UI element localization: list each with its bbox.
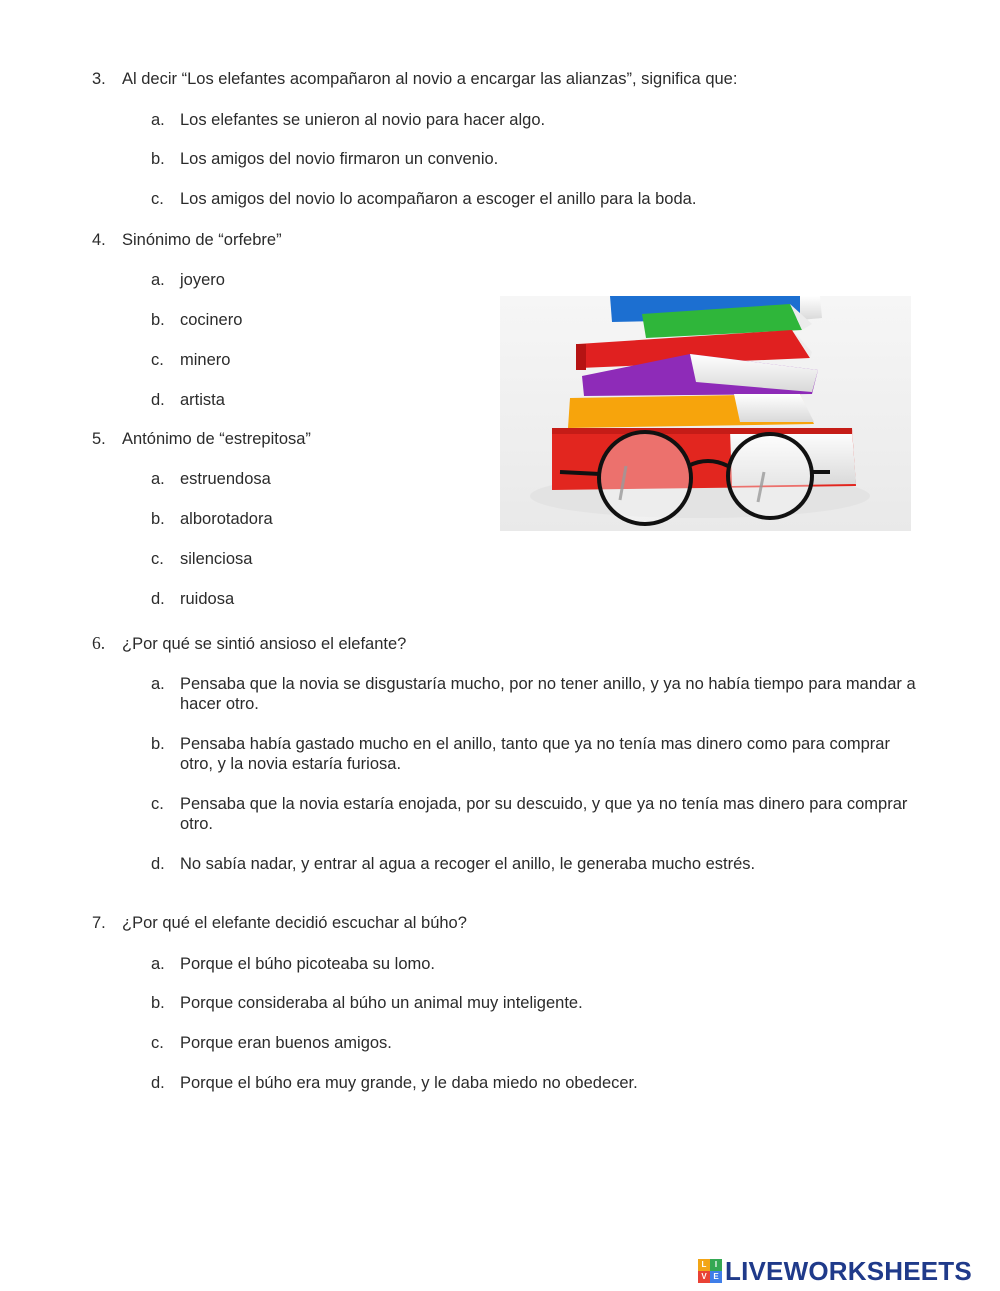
option-letter: d. bbox=[151, 855, 165, 873]
option-text: Los elefantes se unieron al novio para hacer algo. bbox=[180, 111, 546, 129]
option-text: minero bbox=[180, 351, 231, 369]
option-letter: d. bbox=[151, 590, 165, 608]
question-number: 4. bbox=[92, 231, 106, 249]
question-text: Al decir “Los elefantes acompañaron al novio a encargar las alianzas”, significa que: bbox=[122, 70, 738, 88]
option-letter: a. bbox=[151, 675, 165, 693]
option-text: alborotadora bbox=[180, 510, 273, 528]
option-letter: c. bbox=[151, 1034, 164, 1052]
question-4 bbox=[92, 230, 282, 250]
option-4d[interactable] bbox=[151, 390, 471, 410]
option-3b[interactable] bbox=[151, 149, 921, 169]
option-text: ruidosa bbox=[180, 590, 235, 608]
liveworksheets-logo-icon bbox=[698, 1259, 722, 1283]
option-text: No sabía nadar, y entrar al agua a recoger el anillo, le generaba mucho estrés. bbox=[180, 855, 756, 873]
option-letter: b. bbox=[151, 311, 165, 329]
question-text: Sinónimo de “orfebre” bbox=[122, 231, 282, 249]
option-letter: c. bbox=[151, 190, 164, 208]
option-5b[interactable] bbox=[151, 509, 471, 529]
option-letter: b. bbox=[151, 994, 165, 1012]
option-5a[interactable] bbox=[151, 469, 471, 489]
question-text: Antónimo de “estrepitosa” bbox=[122, 430, 311, 448]
option-7b[interactable] bbox=[151, 993, 921, 1013]
option-letter: c. bbox=[151, 351, 164, 369]
option-3a[interactable] bbox=[151, 110, 921, 130]
question-text: ¿Por qué se sintió ansioso el elefante? bbox=[122, 635, 407, 653]
logo-letter-l: L bbox=[698, 1259, 710, 1271]
option-text: Pensaba que la novia estaría enojada, por su descuido, y que ya no tenía mas dinero para comprar otro. bbox=[180, 795, 908, 833]
option-text: Porque el búho picoteaba su lomo. bbox=[180, 955, 436, 973]
logo-letter-v: V bbox=[698, 1271, 710, 1283]
option-letter: a. bbox=[151, 955, 165, 973]
question-5 bbox=[92, 429, 311, 449]
brand-name: LIVEWORKSHEETS bbox=[725, 1255, 972, 1286]
option-letter: c. bbox=[151, 795, 164, 813]
question-number: 6. bbox=[92, 633, 106, 653]
option-6c[interactable] bbox=[151, 794, 921, 834]
option-text: cocinero bbox=[180, 311, 243, 329]
option-5c[interactable] bbox=[151, 549, 471, 569]
option-text: estruendosa bbox=[180, 470, 271, 488]
option-text: Porque el búho era muy grande, y le daba miedo no obedecer. bbox=[180, 1074, 638, 1092]
option-letter: c. bbox=[151, 550, 164, 568]
question-6 bbox=[92, 633, 406, 654]
option-7a[interactable] bbox=[151, 954, 921, 974]
option-letter: d. bbox=[151, 1074, 165, 1092]
liveworksheets-brand[interactable] bbox=[698, 1256, 972, 1286]
option-4c[interactable] bbox=[151, 350, 471, 370]
option-letter: b. bbox=[151, 510, 165, 528]
option-text: artista bbox=[180, 391, 225, 409]
question-3 bbox=[92, 69, 737, 89]
option-text: silenciosa bbox=[180, 550, 253, 568]
logo-letter-e: E bbox=[710, 1271, 722, 1283]
books-icon bbox=[500, 296, 911, 531]
option-7d[interactable] bbox=[151, 1073, 921, 1093]
option-6d[interactable] bbox=[151, 854, 921, 874]
option-3c[interactable] bbox=[151, 189, 921, 209]
option-letter: a. bbox=[151, 271, 165, 289]
question-7 bbox=[92, 913, 467, 933]
option-text: Porque eran buenos amigos. bbox=[180, 1034, 392, 1052]
books-with-glasses-illustration bbox=[500, 296, 911, 531]
question-text: ¿Por qué el elefante decidió escuchar al búho? bbox=[122, 914, 467, 932]
question-number: 3. bbox=[92, 70, 106, 88]
option-letter: b. bbox=[151, 735, 165, 753]
question-number: 7. bbox=[92, 914, 106, 932]
option-text: Los amigos del novio lo acompañaron a escoger el anillo para la boda. bbox=[180, 190, 697, 208]
question-number: 5. bbox=[92, 430, 106, 448]
option-4b[interactable] bbox=[151, 310, 471, 330]
option-letter: a. bbox=[151, 111, 165, 129]
option-letter: a. bbox=[151, 470, 165, 488]
logo-letter-i: I bbox=[710, 1259, 722, 1271]
option-letter: d. bbox=[151, 391, 165, 409]
option-text: Pensaba que la novia se disgustaría mucho, por no tener anillo, y ya no había tiempo para mandar a hacer otro. bbox=[180, 675, 916, 713]
option-7c[interactable] bbox=[151, 1033, 921, 1053]
option-text: Porque consideraba al búho un animal muy inteligente. bbox=[180, 994, 583, 1012]
option-text: joyero bbox=[180, 271, 225, 289]
option-text: Los amigos del novio firmaron un convenio. bbox=[180, 150, 499, 168]
option-6b[interactable] bbox=[151, 734, 921, 774]
option-text: Pensaba había gastado mucho en el anillo, tanto que ya no tenía mas dinero como para comprar otro, y la novia estaría furiosa. bbox=[180, 735, 890, 773]
option-5d[interactable] bbox=[151, 589, 471, 609]
option-4a[interactable] bbox=[151, 270, 471, 290]
option-6a[interactable] bbox=[151, 674, 921, 714]
option-letter: b. bbox=[151, 150, 165, 168]
